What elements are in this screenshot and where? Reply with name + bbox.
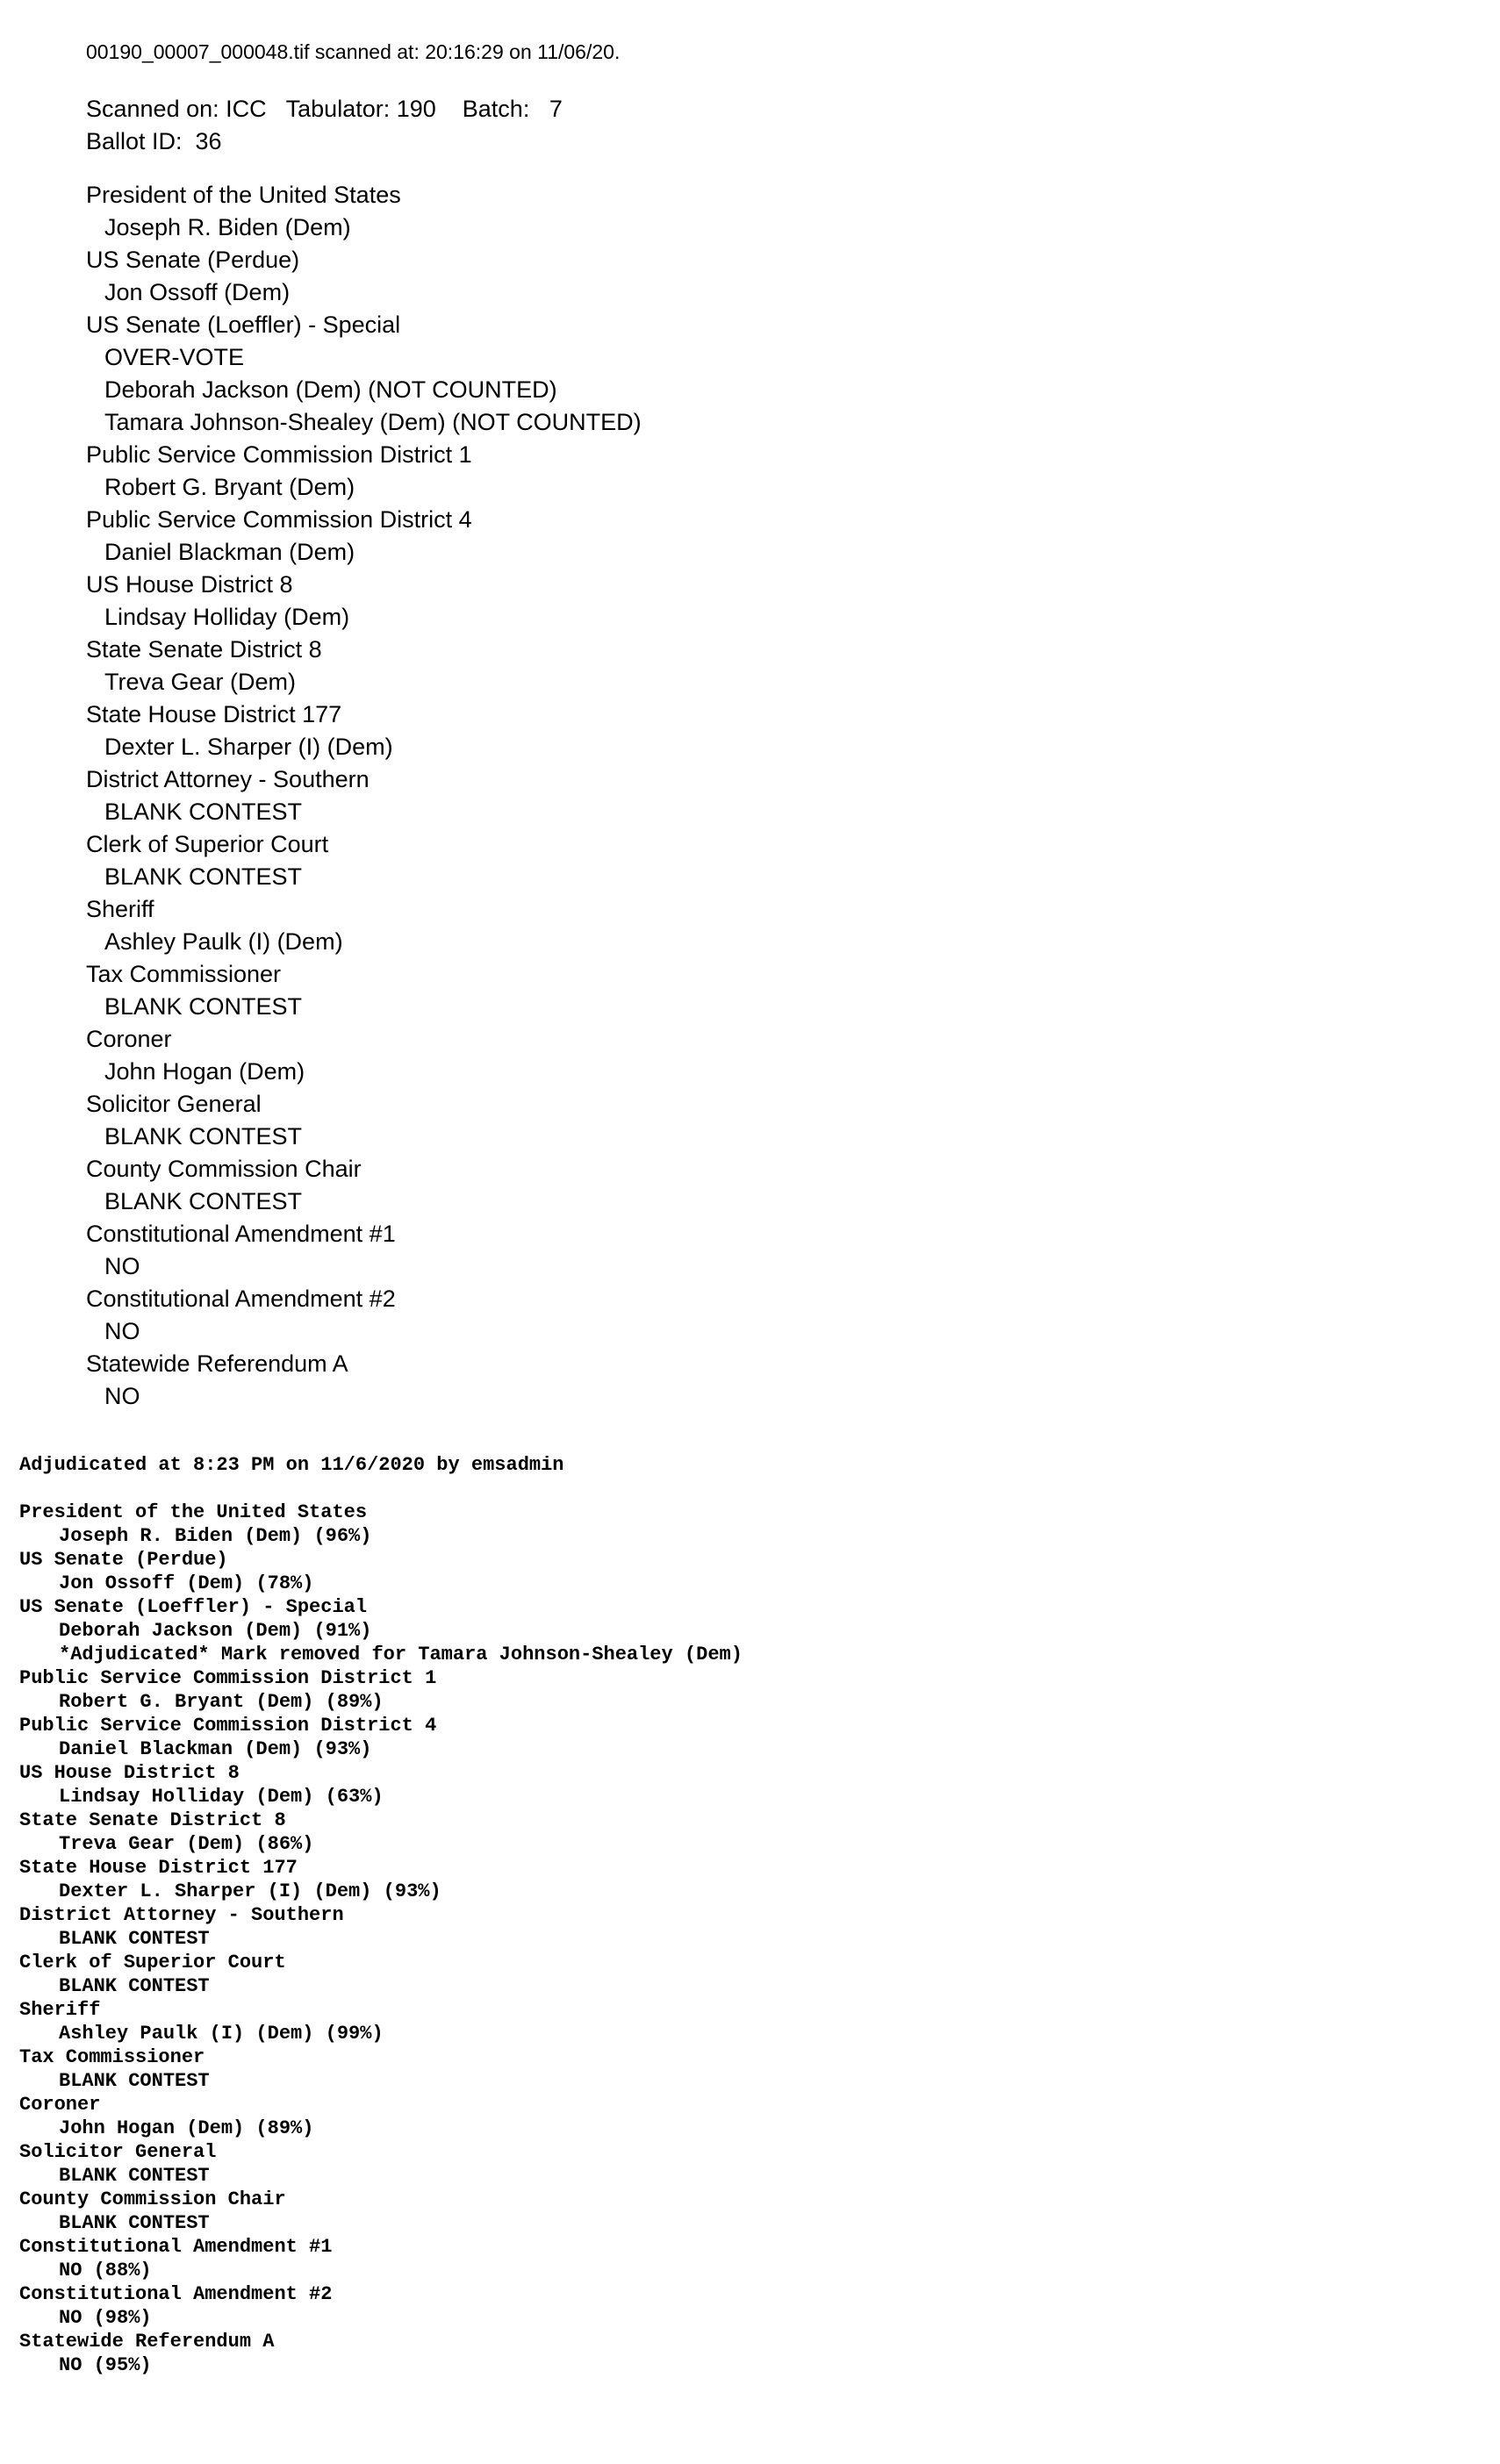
- scan-results-section: [86, 37, 642, 1413]
- scan-choice: BLANK CONTEST: [104, 1123, 303, 1150]
- scan-choice: Tamara Johnson-Shealey (Dem) (NOT COUNTED): [104, 409, 642, 435]
- scan-contest-title: County Commission Chair: [86, 1156, 362, 1182]
- scan-contest: [86, 763, 642, 828]
- scan-contest: [86, 439, 642, 504]
- scan-metadata: [86, 93, 642, 158]
- adjudication-contest-title: Tax Commissioner: [19, 2046, 205, 2068]
- scan-contest-title: Statewide Referendum A: [86, 1350, 348, 1377]
- adjudication-contest-title: Sheriff: [19, 1999, 101, 2021]
- scan-choice: Jon Ossoff (Dem): [104, 279, 291, 305]
- scan-contest: [86, 698, 642, 763]
- adjudication-choice: Jon Ossoff (Dem) (78%): [59, 1572, 314, 1594]
- scan-choice: NO: [104, 1318, 140, 1344]
- scan-contest: [86, 1088, 642, 1153]
- adjudication-contest-title: US House District 8: [19, 1762, 240, 1784]
- scan-choice: Joseph R. Biden (Dem): [104, 214, 351, 240]
- adjudication-choice: *Adjudicated* Mark removed for Tamara Johnson-Shealey (Dem): [59, 1644, 743, 1665]
- scan-choice: NO: [104, 1383, 140, 1409]
- adjudication-contest-title: Constitutional Amendment #1: [19, 2236, 333, 2258]
- scan-choice: John Hogan (Dem): [104, 1058, 305, 1085]
- scan-choice: Daniel Blackman (Dem): [104, 539, 355, 565]
- adjudication-choice: NO (88%): [59, 2260, 152, 2281]
- adjudication-contest: [19, 2045, 743, 2093]
- scan-contest: [86, 309, 642, 439]
- adjudication-contest: [19, 2093, 743, 2140]
- adjudication-choice: BLANK CONTEST: [59, 2212, 210, 2234]
- adjudication-contest: [19, 2140, 743, 2188]
- scan-choice: Robert G. Bryant (Dem): [104, 474, 355, 500]
- adjudication-contest: [19, 1856, 743, 1903]
- scan-contest-title: US Senate (Perdue): [86, 247, 300, 273]
- adjudication-choice: John Hogan (Dem) (89%): [59, 2117, 314, 2139]
- adjudication-contest-title: US Senate (Loeffler) - Special: [19, 1596, 368, 1618]
- scan-choice: BLANK CONTEST: [104, 863, 303, 890]
- scan-choice: Deborah Jackson (Dem) (NOT COUNTED): [104, 376, 557, 403]
- scan-contest: [86, 179, 642, 244]
- adjudication-choice: BLANK CONTEST: [59, 1975, 210, 1997]
- adjudication-header: Adjudicated at 8:23 PM on 11/6/2020 by emsadmin: [19, 1454, 564, 1476]
- adjudication-contest: [19, 2235, 743, 2282]
- scan-contest: [86, 893, 642, 958]
- scan-contest-title: President of the United States: [86, 182, 401, 208]
- adjudication-contest: [19, 1903, 743, 1951]
- adjudication-contest-title: Solicitor General: [19, 2141, 217, 2163]
- scan-contest-title: State House District 177: [86, 701, 342, 727]
- scan-contest-title: Tax Commissioner: [86, 961, 282, 987]
- adjudication-choice: Treva Gear (Dem) (86%): [59, 1833, 314, 1855]
- scan-contest: [86, 1153, 642, 1218]
- scan-contest-title: Constitutional Amendment #2: [86, 1286, 396, 1312]
- scan-choice: Treva Gear (Dem): [104, 669, 297, 695]
- adjudication-contest-title: State Senate District 8: [19, 1809, 286, 1831]
- adjudication-contest-title: District Attorney - Southern: [19, 1904, 344, 1926]
- adjudication-choice: BLANK CONTEST: [59, 2165, 210, 2187]
- scanned-on-line: Scanned on: ICC Tabulator: 190 Batch: 7: [86, 96, 563, 122]
- scan-contest: [86, 1218, 642, 1283]
- adjudication-choice: NO (95%): [59, 2354, 152, 2376]
- adjudication-choice: BLANK CONTEST: [59, 2070, 210, 2092]
- adjudication-choice: Deborah Jackson (Dem) (91%): [59, 1620, 372, 1642]
- adjudication-contest-title: US Senate (Perdue): [19, 1549, 228, 1571]
- adjudication-choice: Dexter L. Sharper (I) (Dem) (93%): [59, 1880, 441, 1902]
- scan-contest: [86, 1023, 642, 1088]
- adjudication-choice: Ashley Paulk (I) (Dem) (99%): [59, 2023, 384, 2045]
- adjudication-contest-title: Statewide Referendum A: [19, 2331, 275, 2353]
- scan-contest: [86, 569, 642, 634]
- scan-contest-title: Public Service Commission District 4: [86, 506, 472, 533]
- adjudication-contest-title: Clerk of Superior Court: [19, 1952, 286, 1973]
- adjudication-contest-title: Public Service Commission District 4: [19, 1715, 437, 1737]
- scan-contest: [86, 634, 642, 698]
- scan-contest-title: District Attorney - Southern: [86, 766, 370, 792]
- scan-choice: BLANK CONTEST: [104, 1188, 303, 1214]
- adjudication-section: [19, 1453, 743, 2377]
- adjudication-contest: [19, 2282, 743, 2330]
- scan-contest: [86, 1348, 642, 1413]
- scan-choice: OVER-VOTE: [104, 344, 245, 370]
- scan-contest-title: State Senate District 8: [86, 636, 322, 663]
- scan-contest-title: Sheriff: [86, 896, 154, 922]
- scan-choice: NO: [104, 1253, 140, 1279]
- scan-contest-title: Public Service Commission District 1: [86, 441, 472, 468]
- adjudication-contest: [19, 1595, 743, 1666]
- adjudication-contest-title: Constitutional Amendment #2: [19, 2283, 333, 2305]
- adjudication-contest: [19, 1501, 743, 1548]
- scan-contest: [86, 244, 642, 309]
- scan-contest-title: Solicitor General: [86, 1091, 262, 1117]
- adjudication-contest-title: Coroner: [19, 2094, 101, 2116]
- scan-choice: BLANK CONTEST: [104, 799, 303, 825]
- adjudication-contest-title: County Commission Chair: [19, 2188, 286, 2210]
- adjudication-contest: [19, 1548, 743, 1595]
- adjudication-choice: Lindsay Holliday (Dem) (63%): [59, 1786, 384, 1808]
- ballot-id-line: Ballot ID: 36: [86, 128, 222, 154]
- adjudication-contest-title: State House District 177: [19, 1857, 298, 1879]
- scan-choice: BLANK CONTEST: [104, 993, 303, 1020]
- scan-contest: [86, 504, 642, 569]
- adjudication-contest-title: Public Service Commission District 1: [19, 1667, 437, 1689]
- scan-contest-title: Constitutional Amendment #1: [86, 1221, 396, 1247]
- adjudication-choice: Robert G. Bryant (Dem) (89%): [59, 1691, 384, 1713]
- scan-contest-title: Coroner: [86, 1026, 172, 1052]
- adjudication-contest: [19, 2330, 743, 2377]
- adjudication-contest: [19, 1951, 743, 1998]
- adjudication-contest: [19, 1666, 743, 1714]
- adjudication-choice: Joseph R. Biden (Dem) (96%): [59, 1525, 372, 1547]
- adjudication-choice: BLANK CONTEST: [59, 1928, 210, 1950]
- scan-contest-list: [86, 179, 642, 1413]
- scan-contest-title: US Senate (Loeffler) - Special: [86, 312, 401, 338]
- adjudication-contest: [19, 1761, 743, 1809]
- scan-contest: [86, 958, 642, 1023]
- scan-contest-title: US House District 8: [86, 571, 293, 598]
- adjudication-contest: [19, 1998, 743, 2045]
- scan-choice: Ashley Paulk (I) (Dem): [104, 928, 343, 955]
- adjudication-choice: NO (98%): [59, 2307, 152, 2329]
- scan-file-header: 00190_00007_000048.tif scanned at: 20:16:29 on 11/06/20.: [86, 40, 621, 63]
- scan-contest-title: Clerk of Superior Court: [86, 831, 329, 857]
- scan-contest: [86, 1283, 642, 1348]
- scan-contest: [86, 828, 642, 893]
- adjudication-contest: [19, 1809, 743, 1856]
- adjudication-contest-list: [19, 1501, 743, 2377]
- scan-choice: Dexter L. Sharper (I) (Dem): [104, 734, 393, 760]
- adjudication-contest: [19, 2188, 743, 2235]
- scan-choice: Lindsay Holliday (Dem): [104, 604, 350, 630]
- adjudication-contest-title: President of the United States: [19, 1501, 368, 1523]
- adjudication-contest: [19, 1714, 743, 1761]
- adjudication-choice: Daniel Blackman (Dem) (93%): [59, 1738, 372, 1760]
